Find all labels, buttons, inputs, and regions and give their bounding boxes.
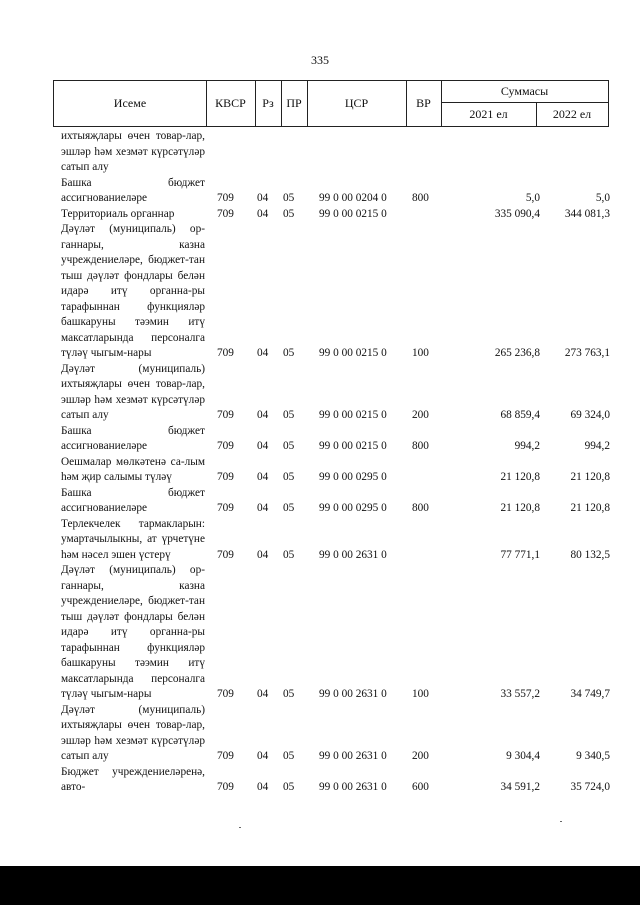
page-number: 335 (311, 53, 329, 67)
row-amount-2021: 994,2 (514, 440, 540, 452)
row-kvsr: 709 (217, 688, 234, 700)
row-name: Бюджет учреждениеләренә, авто- (61, 765, 205, 793)
table-row (61, 486, 617, 517)
row-csr: 99 0 00 0295 0 (319, 471, 387, 483)
row-amount-2022: 35 724,0 (570, 781, 610, 793)
header-year-2022: 2022 ел (552, 107, 592, 121)
header-rz: Рз (262, 96, 274, 110)
row-kvsr: 709 (217, 347, 234, 359)
row-kvsr: 709 (217, 548, 234, 561)
row-kvsr: 709 (217, 781, 234, 793)
row-csr: 99 0 00 0215 0 (319, 409, 387, 421)
table-row (61, 129, 617, 176)
row-rz: 04 (257, 347, 269, 359)
row-amount-2022: 69 324,0 (570, 409, 610, 421)
row-rz: 04 (257, 192, 269, 204)
row-vr: 200 (412, 409, 429, 421)
table-row (61, 765, 617, 796)
table-body (61, 129, 617, 796)
header-name: Исеме (113, 96, 147, 110)
row-csr: 99 0 00 2631 0 (319, 688, 387, 700)
row-name: ихтыяҗлары өчен товар-лар, эшләр һәм хезмәт күрсәтүләр сатып алу (61, 130, 205, 173)
row-rz: 04 (257, 688, 269, 700)
row-rz: 04 (257, 409, 269, 421)
row-csr: 99 0 00 0295 0 (319, 502, 387, 514)
row-amount-2021: 33 557,2 (500, 688, 540, 700)
header-csr: ЦСР (344, 96, 369, 110)
row-amount-2021: 265 236,8 (494, 347, 540, 359)
row-rz: 04 (257, 502, 269, 514)
scan-border (0, 866, 640, 905)
row-amount-2022: 344 081,3 (564, 207, 610, 220)
table-row (61, 222, 617, 362)
scan-speck (239, 827, 241, 828)
header-year-2021: 2021 ел (469, 107, 508, 121)
row-pr: 05 (283, 471, 295, 483)
row-rz: 04 (257, 750, 269, 762)
row-vr: 800 (412, 192, 429, 204)
row-pr: 05 (283, 409, 295, 421)
row-rz: 04 (257, 781, 269, 793)
row-vr: 800 (412, 440, 429, 452)
row-vr: 800 (412, 502, 429, 514)
header-divider (441, 102, 608, 103)
header-kvsr: КВСР (215, 96, 246, 110)
table-header (53, 80, 609, 127)
row-vr: 600 (412, 781, 429, 793)
row-amount-2022: 34 749,7 (570, 688, 610, 700)
row-pr: 05 (283, 192, 295, 204)
table-row (61, 424, 617, 455)
table-row (61, 176, 617, 207)
row-name: Башка бюджет ассигнованиеләре (61, 424, 205, 452)
table-row (61, 362, 617, 424)
row-amount-2021: 34 591,2 (500, 781, 540, 793)
row-csr: 99 0 00 2631 0 (319, 548, 387, 561)
row-amount-2022: 21 120,8 (570, 471, 610, 483)
row-kvsr: 709 (217, 192, 234, 204)
row-amount-2021: 5,0 (525, 192, 540, 204)
row-pr: 05 (283, 688, 295, 700)
table-row (61, 563, 617, 703)
row-name: Территориаль органнар (61, 207, 175, 220)
row-name: Дәүләт (муниципаль) ихтыяҗлары өчен товар-лар, эшләр һәм хезмәт күрсәтүләр сатып алу (61, 703, 205, 762)
row-vr: 100 (412, 347, 429, 359)
row-amount-2021: 21 120,8 (500, 502, 540, 514)
row-rz: 04 (257, 548, 269, 561)
row-rz: 04 (257, 207, 269, 220)
row-name: Оешмалар мөлкәтенә са-лым һәм җир салымы түләү (61, 455, 205, 483)
row-rz: 04 (257, 471, 269, 483)
row-name: Дәүләт (муниципаль) ор-ганнары, казна учреждениеләре, бюджет-тан тыш дәүләт фондлары белән идарә итү органна-ры тарафыннан функцияләр башкаруны тәэмин итү максатларында персоналга түләү чыгым-нары (61, 223, 205, 359)
row-amount-2022: 80 132,5 (570, 548, 610, 561)
scan-speck (560, 821, 562, 822)
row-name: Башка бюджет ассигнованиеләре (61, 176, 205, 204)
row-amount-2022: 21 120,8 (570, 502, 610, 514)
row-name: Дәүләт (муниципаль) ихтыяҗлары өчен товар-лар, эшләр һәм хезмәт күрсәтүләр сатып алу (61, 362, 205, 421)
row-pr: 05 (283, 347, 295, 359)
row-amount-2022: 994,2 (584, 440, 610, 452)
row-amount-2021: 68 859,4 (500, 409, 540, 421)
row-kvsr: 709 (217, 440, 234, 452)
row-name: Дәүләт (муниципаль) ор-ганнары, казна учреждениеләре, бюджет-тан тыш дәүләт фондлары белән идарә итү органна-ры тарафыннан функцияләр башкаруны тәэмин итү максатларында персоналга түләү чыгым-нары (61, 564, 205, 700)
table-row (61, 207, 617, 223)
row-amount-2022: 9 340,5 (576, 750, 610, 762)
row-amount-2021: 21 120,8 (500, 471, 540, 483)
row-pr: 05 (283, 440, 295, 452)
row-rz: 04 (257, 440, 269, 452)
header-pr: ПР (286, 96, 302, 110)
row-kvsr: 709 (217, 207, 234, 220)
header-sums: Суммасы (500, 84, 549, 98)
row-csr: 99 0 00 2631 0 (319, 781, 387, 793)
row-amount-2021: 9 304,4 (506, 750, 540, 762)
row-pr: 05 (283, 548, 295, 561)
row-kvsr: 709 (217, 471, 234, 483)
table-row (61, 517, 617, 564)
row-name: Башка бюджет ассигнованиеләре (61, 486, 205, 514)
row-kvsr: 709 (217, 409, 234, 421)
header-vr: ВР (416, 96, 431, 110)
row-csr: 99 0 00 0204 0 (319, 192, 387, 204)
row-amount-2021: 77 771,1 (500, 548, 540, 561)
row-amount-2021: 335 090,4 (494, 207, 540, 220)
row-csr: 99 0 00 0215 0 (319, 440, 387, 452)
row-vr: 200 (412, 750, 429, 762)
row-pr: 05 (283, 781, 295, 793)
row-pr: 05 (283, 750, 295, 762)
row-kvsr: 709 (217, 750, 234, 762)
row-csr: 99 0 00 0215 0 (319, 347, 387, 359)
table-row (61, 703, 617, 765)
row-kvsr: 709 (217, 502, 234, 514)
row-vr: 100 (412, 688, 429, 700)
row-amount-2022: 5,0 (595, 192, 610, 204)
row-amount-2022: 273 763,1 (564, 347, 610, 359)
row-csr: 99 0 00 0215 0 (319, 207, 387, 220)
row-name: Терлекчелек тармакларын: умартачылыкны, ат үрчетүне һәм нәсел эшен үстерү (61, 517, 205, 561)
table-row (61, 455, 617, 486)
row-pr: 05 (283, 502, 295, 514)
row-csr: 99 0 00 2631 0 (319, 750, 387, 762)
row-pr: 05 (283, 207, 295, 220)
